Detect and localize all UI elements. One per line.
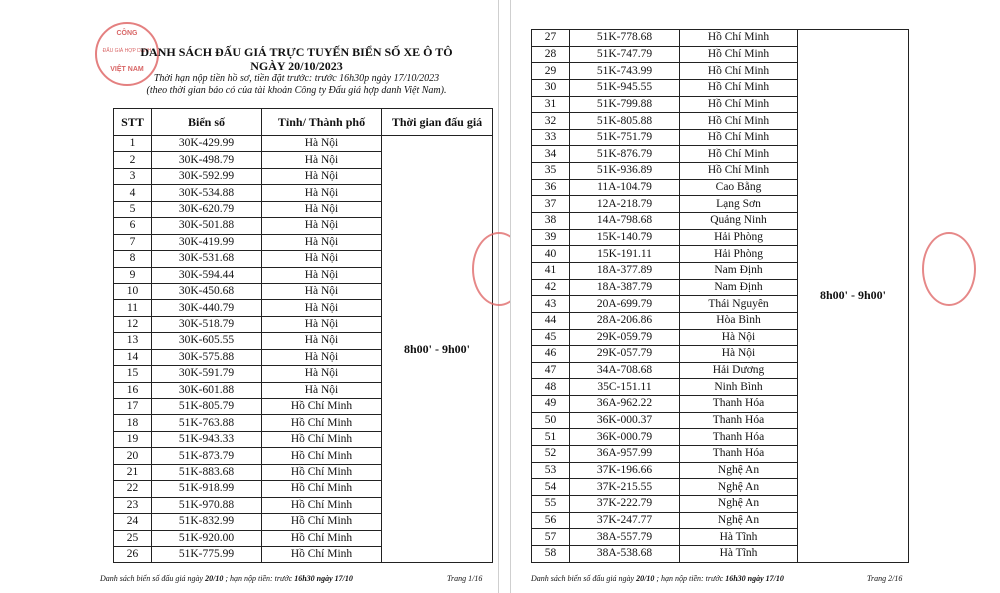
row-stt: 13	[114, 333, 152, 349]
row-plate: 30K-450.68	[152, 283, 262, 299]
row-stt: 55	[532, 495, 570, 512]
row-plate: 29K-059.79	[570, 329, 680, 346]
row-stt: 58	[532, 545, 570, 562]
document-date: NGÀY 20/10/2023	[250, 59, 343, 73]
row-stt: 23	[114, 497, 152, 513]
row-stt: 30	[532, 79, 570, 96]
document-page-1	[95, 0, 499, 593]
row-plate: 38A-557.79	[570, 529, 680, 546]
row-city: Quảng Ninh	[680, 213, 798, 230]
table-row	[532, 30, 909, 47]
footer-date: 20/10	[205, 574, 224, 583]
header-plate: Biển số	[152, 109, 262, 136]
row-city: Hà Nội	[262, 234, 382, 250]
deadline-note: Thời hạn nộp tiền hồ sơ, tiền đặt trước: trước 16h30p ngày 17/10/2023	[153, 73, 440, 84]
row-city: Hà Nội	[680, 346, 798, 363]
row-stt: 39	[532, 229, 570, 246]
stamp-mid-text: ĐẤU GIÁ HỢP DANH	[102, 48, 152, 54]
partial-seal-stamp-right	[922, 232, 976, 306]
row-city: Thanh Hóa	[680, 429, 798, 446]
row-plate: 51K-883.68	[152, 464, 262, 480]
row-stt: 20	[114, 448, 152, 464]
row-stt: 8	[114, 251, 152, 267]
row-stt: 32	[532, 113, 570, 130]
row-city: Hà Nội	[262, 300, 382, 316]
row-city: Nam Định	[680, 262, 798, 279]
footer-date: 20/10	[636, 574, 655, 583]
row-plate: 30K-601.88	[152, 382, 262, 398]
row-stt: 25	[114, 530, 152, 546]
row-stt: 15	[114, 366, 152, 382]
row-stt: 57	[532, 529, 570, 546]
row-plate: 29K-057.79	[570, 346, 680, 363]
row-plate: 18A-377.89	[570, 262, 680, 279]
row-plate: 14A-798.68	[570, 213, 680, 230]
row-plate: 51K-743.99	[570, 63, 680, 80]
row-city: Hà Nội	[262, 349, 382, 365]
row-stt: 35	[532, 163, 570, 180]
row-city: Hồ Chí Minh	[262, 464, 382, 480]
row-city: Hà Nội	[262, 366, 382, 382]
row-city: Hồ Chí Minh	[262, 415, 382, 431]
row-plate: 37K-247.77	[570, 512, 680, 529]
row-stt: 6	[114, 218, 152, 234]
row-city: Hồ Chí Minh	[680, 163, 798, 180]
row-city: Hồ Chí Minh	[262, 399, 382, 415]
row-stt: 37	[532, 196, 570, 213]
header-stt: STT	[114, 109, 152, 136]
row-city: Hà Nội	[680, 329, 798, 346]
row-stt: 34	[532, 146, 570, 163]
plate-table-page-2	[531, 29, 909, 563]
row-plate: 51K-873.79	[152, 448, 262, 464]
row-plate: 36A-957.99	[570, 446, 680, 463]
row-stt: 49	[532, 396, 570, 413]
row-plate: 15K-140.79	[570, 229, 680, 246]
row-plate: 30K-429.99	[152, 136, 262, 152]
footer-mid: ; hạn nộp tiền: trước	[654, 574, 726, 583]
page-number: Trang 1/16	[447, 574, 483, 583]
row-city: Nam Định	[680, 279, 798, 296]
row-city: Nghệ An	[680, 512, 798, 529]
page-footer-1	[100, 574, 353, 583]
row-plate: 30K-592.99	[152, 168, 262, 184]
table-row	[114, 136, 493, 152]
auction-time-cell: 8h00' - 9h00'	[382, 136, 493, 563]
row-plate: 30K-620.79	[152, 201, 262, 217]
row-city: Hồ Chí Minh	[262, 481, 382, 497]
footer-prefix: Danh sách biển số đấu giá ngày	[531, 574, 637, 583]
row-stt: 54	[532, 479, 570, 496]
row-plate: 51K-763.88	[152, 415, 262, 431]
row-city: Hồ Chí Minh	[262, 546, 382, 562]
row-city: Hà Nội	[262, 168, 382, 184]
row-city: Hòa Bình	[680, 312, 798, 329]
row-plate: 37K-222.79	[570, 495, 680, 512]
row-city: Hồ Chí Minh	[680, 63, 798, 80]
row-city: Hà Nội	[262, 283, 382, 299]
row-stt: 28	[532, 46, 570, 63]
row-city: Cao Bằng	[680, 179, 798, 196]
page-footer-2	[531, 574, 784, 583]
footer-deadline: 16h30 ngày 17/10	[294, 574, 353, 583]
header-time: Thời gian đấu giá	[382, 109, 493, 136]
document-title: DANH SÁCH ĐẤU GIÁ TRỰC TUYẾN BIỂN SỐ XE Ô TÔ	[140, 45, 453, 59]
row-city: Hồ Chí Minh	[262, 514, 382, 530]
row-stt: 17	[114, 399, 152, 415]
row-city: Hà Tĩnh	[680, 545, 798, 562]
row-city: Hà Nội	[262, 201, 382, 217]
row-stt: 52	[532, 446, 570, 463]
plate-table-page-1	[113, 108, 493, 563]
row-plate: 51K-970.88	[152, 497, 262, 513]
row-city: Hà Nội	[262, 136, 382, 152]
row-plate: 30K-440.79	[152, 300, 262, 316]
row-stt: 19	[114, 431, 152, 447]
row-stt: 1	[114, 136, 152, 152]
row-stt: 47	[532, 362, 570, 379]
row-plate: 30K-575.88	[152, 349, 262, 365]
row-city: Hà Nội	[262, 251, 382, 267]
row-plate: 30K-518.79	[152, 316, 262, 332]
row-stt: 43	[532, 296, 570, 313]
row-plate: 51K-876.79	[570, 146, 680, 163]
row-stt: 22	[114, 481, 152, 497]
stamp-top-text: CÔNG	[116, 30, 138, 37]
row-plate: 11A-104.79	[570, 179, 680, 196]
row-stt: 46	[532, 346, 570, 363]
row-city: Hồ Chí Minh	[262, 431, 382, 447]
row-stt: 51	[532, 429, 570, 446]
row-plate: 35C-151.11	[570, 379, 680, 396]
row-stt: 12	[114, 316, 152, 332]
row-stt: 40	[532, 246, 570, 263]
header-city: Tỉnh/ Thành phố	[262, 109, 382, 136]
row-plate: 51K-918.99	[152, 481, 262, 497]
row-stt: 10	[114, 283, 152, 299]
row-plate: 51K-775.99	[152, 546, 262, 562]
footer-deadline: 16h30 ngày 17/10	[725, 574, 784, 583]
row-plate: 30K-498.79	[152, 152, 262, 168]
row-plate: 51K-936.89	[570, 163, 680, 180]
row-stt: 33	[532, 129, 570, 146]
row-city: Nghệ An	[680, 462, 798, 479]
row-stt: 11	[114, 300, 152, 316]
deadline-note-detail: (theo thời gian báo có của tài khoản Công ty Đấu giá hợp danh Việt Nam).	[146, 85, 447, 96]
row-stt: 41	[532, 262, 570, 279]
row-city: Hồ Chí Minh	[680, 146, 798, 163]
row-city: Hà Nội	[262, 333, 382, 349]
row-plate: 51K-778.68	[570, 30, 680, 47]
row-plate: 30K-531.68	[152, 251, 262, 267]
row-city: Hà Nội	[262, 185, 382, 201]
row-city: Hồ Chí Minh	[680, 96, 798, 113]
row-stt: 42	[532, 279, 570, 296]
row-stt: 16	[114, 382, 152, 398]
row-plate: 36K-000.79	[570, 429, 680, 446]
row-city: Thái Nguyên	[680, 296, 798, 313]
page-number: Trang 2/16	[867, 574, 903, 583]
row-plate: 37K-215.55	[570, 479, 680, 496]
row-plate: 51K-943.33	[152, 431, 262, 447]
row-city: Hà Nội	[262, 316, 382, 332]
row-plate: 36K-000.37	[570, 412, 680, 429]
row-plate: 34A-708.68	[570, 362, 680, 379]
row-city: Hải Dương	[680, 362, 798, 379]
row-plate: 30K-419.99	[152, 234, 262, 250]
row-stt: 45	[532, 329, 570, 346]
row-stt: 53	[532, 462, 570, 479]
row-stt: 2	[114, 152, 152, 168]
row-city: Thanh Hóa	[680, 412, 798, 429]
row-stt: 31	[532, 96, 570, 113]
row-stt: 4	[114, 185, 152, 201]
row-city: Hà Nội	[262, 152, 382, 168]
row-city: Nghệ An	[680, 479, 798, 496]
row-stt: 7	[114, 234, 152, 250]
row-plate: 51K-805.88	[570, 113, 680, 130]
row-stt: 26	[114, 546, 152, 562]
row-stt: 24	[114, 514, 152, 530]
row-city: Hà Nội	[262, 218, 382, 234]
row-plate: 30K-501.88	[152, 218, 262, 234]
row-city: Hồ Chí Minh	[262, 497, 382, 513]
auction-time-cell: 8h00' - 9h00'	[798, 30, 909, 563]
row-city: Hồ Chí Minh	[262, 448, 382, 464]
row-plate: 30K-594.44	[152, 267, 262, 283]
row-stt: 21	[114, 464, 152, 480]
row-plate: 18A-387.79	[570, 279, 680, 296]
row-city: Hồ Chí Minh	[680, 79, 798, 96]
row-stt: 3	[114, 168, 152, 184]
row-plate: 37K-196.66	[570, 462, 680, 479]
row-city: Hồ Chí Minh	[262, 530, 382, 546]
row-city: Hồ Chí Minh	[680, 30, 798, 47]
footer-prefix: Danh sách biển số đấu giá ngày	[100, 574, 206, 583]
row-city: Thanh Hóa	[680, 396, 798, 413]
stamp-bottom-text: VIỆT NAM	[110, 66, 144, 73]
table-header-row	[114, 109, 493, 136]
row-stt: 9	[114, 267, 152, 283]
row-plate: 51K-747.79	[570, 46, 680, 63]
row-plate: 51K-799.88	[570, 96, 680, 113]
row-plate: 30K-534.88	[152, 185, 262, 201]
row-stt: 27	[532, 30, 570, 47]
row-stt: 56	[532, 512, 570, 529]
document-page-2	[510, 0, 917, 593]
row-plate: 51K-920.00	[152, 530, 262, 546]
row-stt: 36	[532, 179, 570, 196]
row-stt: 14	[114, 349, 152, 365]
row-plate: 38A-538.68	[570, 545, 680, 562]
row-city: Hà Nội	[262, 382, 382, 398]
row-stt: 48	[532, 379, 570, 396]
row-stt: 5	[114, 201, 152, 217]
row-city: Lạng Sơn	[680, 196, 798, 213]
row-city: Hồ Chí Minh	[680, 113, 798, 130]
row-city: Thanh Hóa	[680, 446, 798, 463]
row-city: Hồ Chí Minh	[680, 46, 798, 63]
row-city: Hà Nội	[262, 267, 382, 283]
row-plate: 51K-751.79	[570, 129, 680, 146]
row-plate: 20A-699.79	[570, 296, 680, 313]
row-stt: 29	[532, 63, 570, 80]
row-city: Hải Phòng	[680, 246, 798, 263]
row-stt: 50	[532, 412, 570, 429]
row-plate: 12A-218.79	[570, 196, 680, 213]
row-plate: 51K-945.55	[570, 79, 680, 96]
row-plate: 51K-805.79	[152, 399, 262, 415]
row-city: Ninh Bình	[680, 379, 798, 396]
row-plate: 30K-605.55	[152, 333, 262, 349]
row-city: Hồ Chí Minh	[680, 129, 798, 146]
row-stt: 18	[114, 415, 152, 431]
footer-mid: ; hạn nộp tiền: trước	[223, 574, 295, 583]
row-plate: 28A-206.86	[570, 312, 680, 329]
row-stt: 44	[532, 312, 570, 329]
row-city: Nghệ An	[680, 495, 798, 512]
row-plate: 30K-591.79	[152, 366, 262, 382]
row-stt: 38	[532, 213, 570, 230]
row-plate: 36A-962.22	[570, 396, 680, 413]
row-city: Hải Phòng	[680, 229, 798, 246]
row-city: Hà Tĩnh	[680, 529, 798, 546]
row-plate: 15K-191.11	[570, 246, 680, 263]
row-plate: 51K-832.99	[152, 514, 262, 530]
